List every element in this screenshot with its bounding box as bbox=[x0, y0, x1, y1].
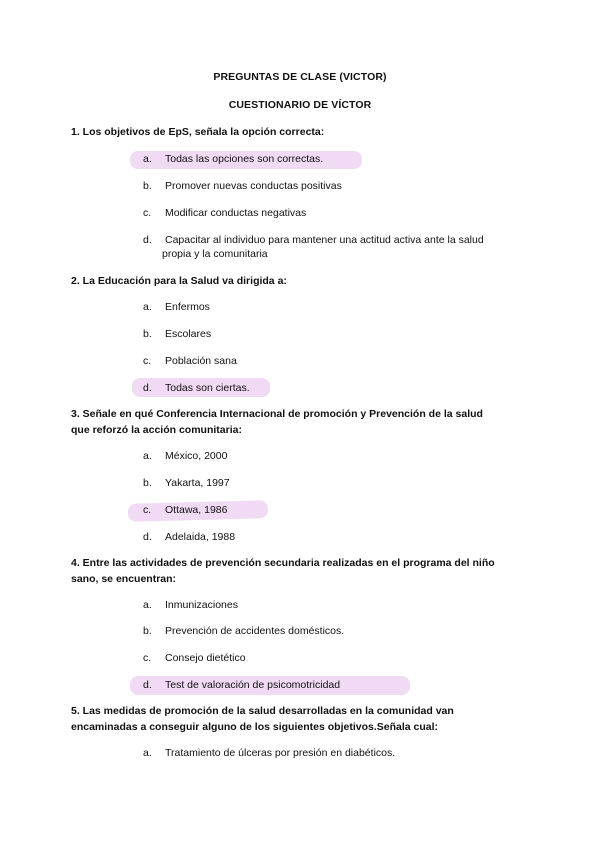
option-letter: a. bbox=[143, 301, 152, 313]
question-2-option-a bbox=[143, 300, 523, 314]
option-letter: c. bbox=[143, 504, 152, 516]
question-text-continued: encaminadas a conseguir alguno de los siguientes objetivos.Señala cual: bbox=[71, 721, 439, 733]
option-text: Consejo dietético bbox=[165, 652, 246, 664]
option-text: Escolares bbox=[165, 328, 212, 340]
option-text: Inmunizaciones bbox=[165, 599, 238, 611]
option-text: Todas son ciertas. bbox=[165, 382, 250, 394]
question-3-option-a bbox=[143, 449, 523, 463]
document-title: PREGUNTAS DE CLASE (VICTOR) bbox=[213, 71, 387, 83]
option-text: Capacitar al individuo para mantener una actitud activa ante la salud bbox=[165, 234, 484, 246]
option-text: Todas las opciones son correctas. bbox=[165, 153, 324, 165]
question-2-option-c bbox=[143, 354, 523, 368]
option-letter: d. bbox=[143, 679, 152, 691]
option-letter: a. bbox=[143, 153, 152, 165]
question-4-option-a bbox=[143, 598, 523, 612]
question-3-option-b bbox=[143, 476, 523, 490]
option-letter: c. bbox=[143, 207, 152, 219]
option-letter: a. bbox=[143, 599, 152, 611]
question-5-option-a bbox=[143, 746, 523, 760]
question-3-option-d bbox=[143, 530, 523, 544]
question-text: 3. Señale en qué Conferencia Internacional de promoción y Prevención de la salud bbox=[71, 408, 483, 420]
option-text: Adelaida, 1988 bbox=[165, 531, 236, 543]
question-4 bbox=[71, 555, 541, 587]
option-text: Población sana bbox=[165, 355, 237, 367]
question-1-option-b bbox=[143, 179, 523, 193]
option-letter: d. bbox=[143, 531, 152, 543]
question-4-option-d bbox=[143, 678, 523, 692]
question-2-option-b bbox=[143, 327, 523, 341]
option-text: Enfermos bbox=[165, 301, 210, 313]
question-4-option-b bbox=[143, 624, 523, 638]
question-2-option-d bbox=[143, 381, 523, 395]
question-2: 2. La Educación para la Salud va dirigida a: bbox=[71, 275, 287, 287]
option-letter: b. bbox=[143, 328, 152, 340]
question-1-option-c bbox=[143, 206, 523, 220]
question-text-continued: que reforzó la acción comunitaria: bbox=[71, 424, 242, 436]
option-text-continued: propia y la comunitaria bbox=[162, 248, 268, 260]
option-letter: c. bbox=[143, 355, 152, 367]
option-text: Prevención de accidentes domésticos. bbox=[165, 625, 345, 637]
option-text: Test de valoración de psicomotricidad bbox=[165, 679, 341, 691]
option-text: Tratamiento de úlceras por presión en diabéticos. bbox=[165, 747, 396, 759]
option-letter: a. bbox=[143, 747, 152, 759]
option-letter: d. bbox=[143, 382, 152, 394]
question-text: 4. Entre las actividades de prevención secundaria realizadas en el programa del niño bbox=[71, 557, 495, 569]
option-text: Promover nuevas conductas positivas bbox=[165, 180, 342, 192]
option-letter: a. bbox=[143, 450, 152, 462]
option-letter: b. bbox=[143, 477, 152, 489]
option-letter: d. bbox=[143, 234, 152, 246]
question-4-option-c bbox=[143, 651, 523, 665]
question-3-option-c bbox=[143, 503, 523, 517]
option-text: Modificar conductas negativas bbox=[165, 207, 307, 219]
option-text: México, 2000 bbox=[165, 450, 228, 462]
document-subtitle: CUESTIONARIO DE VÍCTOR bbox=[228, 99, 372, 111]
option-text: Ottawa, 1986 bbox=[165, 504, 228, 516]
question-1-option-a bbox=[143, 152, 523, 166]
option-letter: b. bbox=[143, 180, 152, 192]
option-letter: b. bbox=[143, 625, 152, 637]
question-3 bbox=[71, 406, 541, 438]
option-letter: c. bbox=[143, 652, 152, 664]
question-5 bbox=[71, 703, 541, 735]
question-1-option-d bbox=[143, 233, 523, 261]
question-text-continued: sano, se encuentran: bbox=[71, 573, 177, 585]
question-1: 1. Los objetivos de EpS, señala la opción correcta: bbox=[71, 126, 325, 138]
question-text: 5. Las medidas de promoción de la salud desarrolladas en la comunidad van bbox=[71, 705, 454, 717]
option-text: Yakarta, 1997 bbox=[165, 477, 230, 489]
